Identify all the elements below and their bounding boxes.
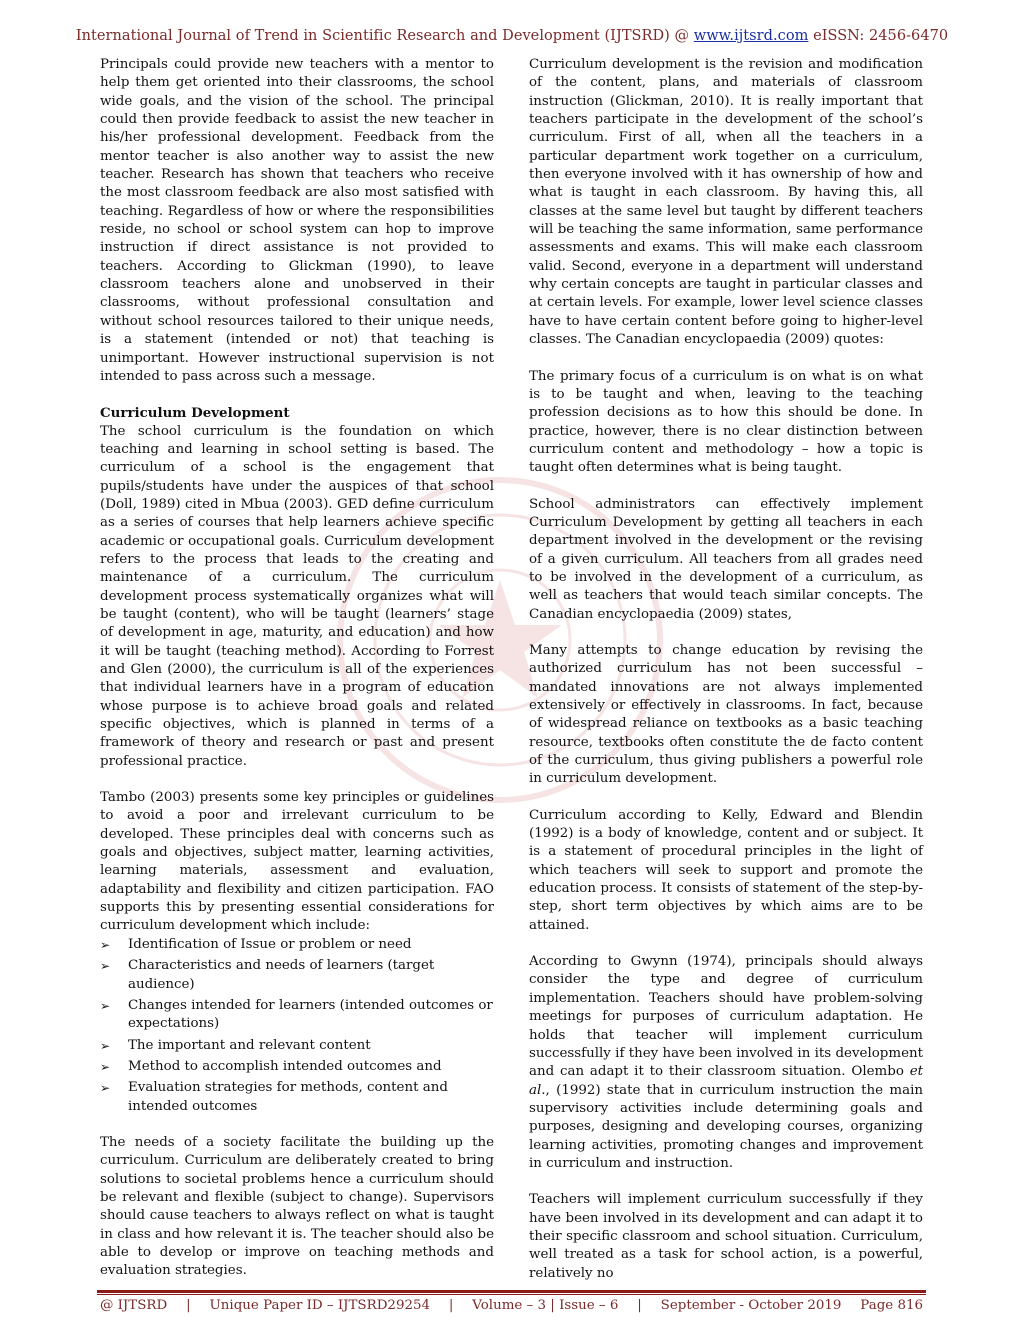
- et-al-italic: et al: [529, 1064, 923, 1098]
- arrow-bullet-icon: ➢: [100, 1081, 111, 1096]
- journal-title: International Journal of Trend in Scientific Research and Development (IJTSRD) @: [75, 28, 694, 44]
- left-column: [100, 56, 494, 1281]
- list-item-text: The important and relevant content: [128, 1037, 371, 1053]
- list-item-text: Method to accomplish intended outcomes and: [128, 1058, 442, 1074]
- journal-issn: eISSN: 2456-6470: [808, 28, 949, 44]
- paragraph-text: According to Gwynn (1974), principals should always consider the type and degree of curriculum implementation. Teachers should have problem-solving meetings for purposes of curriculum adaptation. He holds that teacher will implement curriculum successfully if they have been involved in its development and can adapt it to their classroom situation. Olembo: [529, 954, 923, 1080]
- footer-separator: |: [448, 1298, 454, 1313]
- arrow-bullet-icon: ➢: [100, 959, 111, 974]
- bullet-list: [100, 936, 494, 1116]
- list-item: [100, 1079, 494, 1116]
- paragraph: The needs of a society facilitate the building up the curriculum. Curriculum are deliberately created to bring solutions to societal problems hence a curriculum should be relevant and flexible (subject to change). Supervisors should cause teachers to always reflect on what is taught in class and how relevant it is. The teacher should also be able to develop or improve on teaching methods and evaluation strategies.: [100, 1134, 494, 1279]
- journal-link[interactable]: www.ijtsrd.com: [693, 28, 809, 44]
- list-item: [100, 957, 494, 994]
- journal-header: [0, 28, 1024, 44]
- paragraph: Curriculum development is the revision and modification of the content, plans, and materials of classroom instruction (Glickman, 2010). It is really important that teachers participate in the development of the school’s curriculum. First of all, when all the teachers in a particular department work together on a curriculum, then everyone involved with it has ownership of how and what is taught in each classroom. By having this, all classes at the same level but taught by different teachers will be teaching the same information, same performance assessments and exams. This will make each classroom valid. Second, everyone in a department will understand why certain concepts are taught in particular classes and at certain levels. For example, lower level science classes have to have certain content before going to higher-level classes. The Canadian encyclopaedia (2009) quotes:: [529, 57, 923, 348]
- section-heading: Curriculum Development: [100, 405, 290, 422]
- block-quote: Many attempts to change education by revising the authorized curriculum has not been successful – mandated innovations are not always implemented extensively or effectively in classrooms. In fact, because of widespread reliance on textbooks as a basic teaching resource, textbooks often constitute the de facto content of the curriculum, thus giving publishers a powerful role in curriculum development.: [529, 642, 923, 787]
- footer-rule-thin: [97, 1294, 926, 1295]
- footer-rule: [97, 1290, 926, 1293]
- arrow-bullet-icon: ➢: [100, 1059, 111, 1074]
- footer-paper-id: Unique Paper ID – IJTSRD29254: [209, 1298, 431, 1313]
- footer-page-number: Page 816: [860, 1298, 923, 1313]
- list-item: [100, 1037, 494, 1055]
- paragraph: Teachers will implement curriculum successfully if they have been involved in its development and can adapt it to their specific classroom and school situation. Curriculum, well treated as a task for school action, is a powerful, relatively no: [529, 1192, 923, 1281]
- paragraph: The school curriculum is the foundation on which teaching and learning in school setting is based. The curriculum of a school is the engagement that pupils/students have under the auspices of that school (Doll, 1989) cited in Mbua (2003). GED define curriculum as a series of courses that help learners achieve specific academic or occupational goals. Curriculum development refers to the process that leads to the creating and maintenance of a curriculum. The curriculum development process systematically organizes what will be taught (content), who will be taught (learners’ stage of development in age, maturity, and education) and how it will be taught (teaching method). According to Forrest and Glen (2000), the curriculum is all of the experiences that individual learners have in a program of education whose purpose is to achieve broad goals and related specific objectives, which is planned in terms of a framework of theory and research or past and present professional practice.: [100, 423, 494, 769]
- list-item: [100, 936, 494, 954]
- paragraph: School administrators can effectively implement Curriculum Development by getting all teachers in each department involved in the development or the revising of a given curriculum. All teachers from all grades need to be involved in the development of a curriculum, as well as teachers that would teach similar concepts. The Canadian encyclopaedia (2009) states,: [529, 496, 923, 622]
- page-footer: [100, 1298, 923, 1313]
- list-item-text: Changes intended for learners (intended outcomes or expectations): [128, 997, 493, 1032]
- paragraph: [529, 953, 923, 1173]
- paragraph: Principals could provide new teachers with a mentor to help them get oriented into their classrooms, the school wide goals, and the vision of the school. The principal could then provide feedback to assist the new teacher in his/her professional development. Feedback from the mentor teacher is also another way to assist the new teacher. Research has shown that teachers who receive the most classroom feedback are also most satisfied with teaching. Regardless of how or where the responsibilities reside, no school or school system can hop to improve instruction if direct assistance is not provided to teachers. According to Glickman (1990), to leave classroom teachers alone and unobserved in their classrooms, without professional consultation and without school resources tailored to their unique needs, is a statement (intended or not) that teaching is unimportant. However instructional supervision is not intended to pass across such a message.: [100, 57, 494, 384]
- list-item: [100, 1058, 494, 1076]
- arrow-bullet-icon: ➢: [100, 1038, 111, 1053]
- paragraph: Tambo (2003) presents some key principles or guidelines to avoid a poor and irrelevant curriculum to be developed. These principles deal with concerns such as goals and objectives, subject matter, learning activities, learning materials, assessment and evaluation, adaptability and flexibility and citizen participation. FAO supports this by presenting essential considerations for curriculum development which include:: [100, 790, 494, 934]
- block-quote: The primary focus of a curriculum is on what is on what is to be taught and when, leaving to the teaching profession decisions as to how this should be done. In practice, however, there is no clear distinction between curriculum content and methodology – how a topic is taught often determines what is being taught.: [529, 368, 923, 476]
- list-item: [100, 997, 494, 1034]
- arrow-bullet-icon: ➢: [100, 998, 111, 1013]
- list-item-text: Identification of Issue or problem or need: [128, 936, 412, 952]
- footer-volume: Volume – 3 | Issue – 6: [472, 1298, 619, 1313]
- footer-date: September - October 2019: [660, 1298, 842, 1313]
- footer-separator: |: [637, 1298, 642, 1313]
- right-column: [529, 56, 923, 1283]
- paragraph: Curriculum according to Kelly, Edward and Blendin (1992) is a body of knowledge, content and or subject. It is a statement of procedural principles in the light of which teachers will seek to support and promote the education process. It consists of statement of the step-by-step, short term objectives by which aims are to be attained.: [529, 807, 923, 933]
- list-item-text: Evaluation strategies for methods, content and intended outcomes: [128, 1080, 448, 1114]
- paragraph-text: ., (1992) state that in curriculum instruction the main supervisory activities include determining goals and purposes, designing and developing courses, organizing learning activities, promoting changes and improvement in curriculum and instruction.: [529, 1082, 923, 1171]
- footer-separator: |: [186, 1298, 191, 1313]
- list-item-text: Characteristics and needs of learners (target audience): [128, 958, 435, 992]
- arrow-bullet-icon: ➢: [100, 937, 111, 952]
- footer-journal: @ IJTSRD: [100, 1298, 168, 1313]
